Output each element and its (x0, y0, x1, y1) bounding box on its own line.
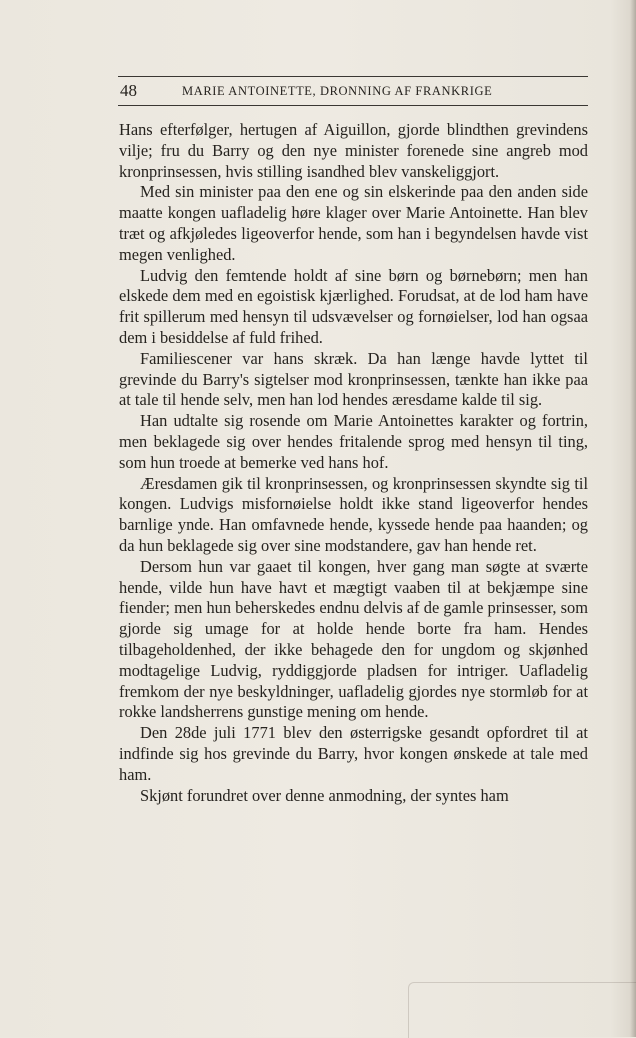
running-title: MARIE ANTOINETTE, DRONNING AF FRANKRIGE (182, 83, 493, 98)
body-text (119, 120, 588, 806)
running-header (118, 76, 588, 106)
paragraph: Den 28de juli 1771 blev den østerrigske gesandt opfordret til at indfinde sig hos grevinde du Barry, hvor kongen ønskede at tale med ham. (119, 723, 588, 784)
paragraph: Dersom hun var gaaet til kongen, hver gang man søgte at sværte hende, vilde hun have havt et mægtigt vaaben til at bekjæmpe sine fiender; men hun beherskedes endnu delvis af de gamle prinsesser, som gjorde sig umage for at holde hende borte fra ham. Hendes tilbageholdenhed, der ikke behagede den for ungdom og skjønhed modtagelige Ludvig, ryddiggjorde pladsen for intriger. Uafladelig fremkom der nye beskyldninger, uafladelig gjordes nye stormløb for at rokke landsherrens gunstige mening om hende. (119, 556, 588, 722)
paragraph: Æresdamen gik til kronprinsessen, og kronprinsessen skyndte sig til kongen. Ludvigs misfornøielse holdt ikke stand ligeoverfor hendes barnlige ynde. Han omfavnede hende, kyssede hende paa haanden; og da hun beklagede sig over sine modstandere, gav han hende ret. (119, 473, 588, 555)
page-edge-shadow (630, 0, 636, 1037)
page-corner-mark (408, 982, 636, 1038)
paragraph: Hans efterfølger, hertugen af Aiguillon, gjorde blindthen grevindens vilje; fru du Barry og den nye minister forenede sine angreb mod kronprinsessen, hvis stilling isandhed blev vanskeliggjort. (119, 120, 588, 181)
paragraph: Han udtalte sig rosende om Marie Antoinettes karakter og fortrin, men beklagede sig over hendes fritalende sprog med hensyn til ting, som hun troede at bemerke ved hans hof. (119, 411, 588, 472)
paragraph: Familiescener var hans skræk. Da han længe havde lyttet til grevinde du Barry's sigtelser mod kronprinsessen, tænkte han ikke paa at tale til hende selv, men han lod hendes æresdame kalde til sig. (119, 348, 588, 410)
paragraph: Med sin minister paa den ene og sin elskerinde paa den anden side maatte kongen uafladelig høre klager over Marie Antoinette. Han blev træt og afkjøledes ligeoverfor hende, som han i begyndelsen havde vist megen venlighed. (119, 182, 588, 264)
page-number: 48 (120, 81, 137, 100)
paragraph: Ludvig den femtende holdt af sine børn og børnebørn; men han elskede dem med en egoistisk kjærlighed. Forudsat, at de lod ham have frit spillerum med hensyn til udsvævelser og fornøielser, lod han ogsaa dem i besiddelse af fuld frihed. (119, 265, 588, 347)
paragraph: Skjønt forundret over denne anmodning, der syntes ham (140, 785, 509, 805)
